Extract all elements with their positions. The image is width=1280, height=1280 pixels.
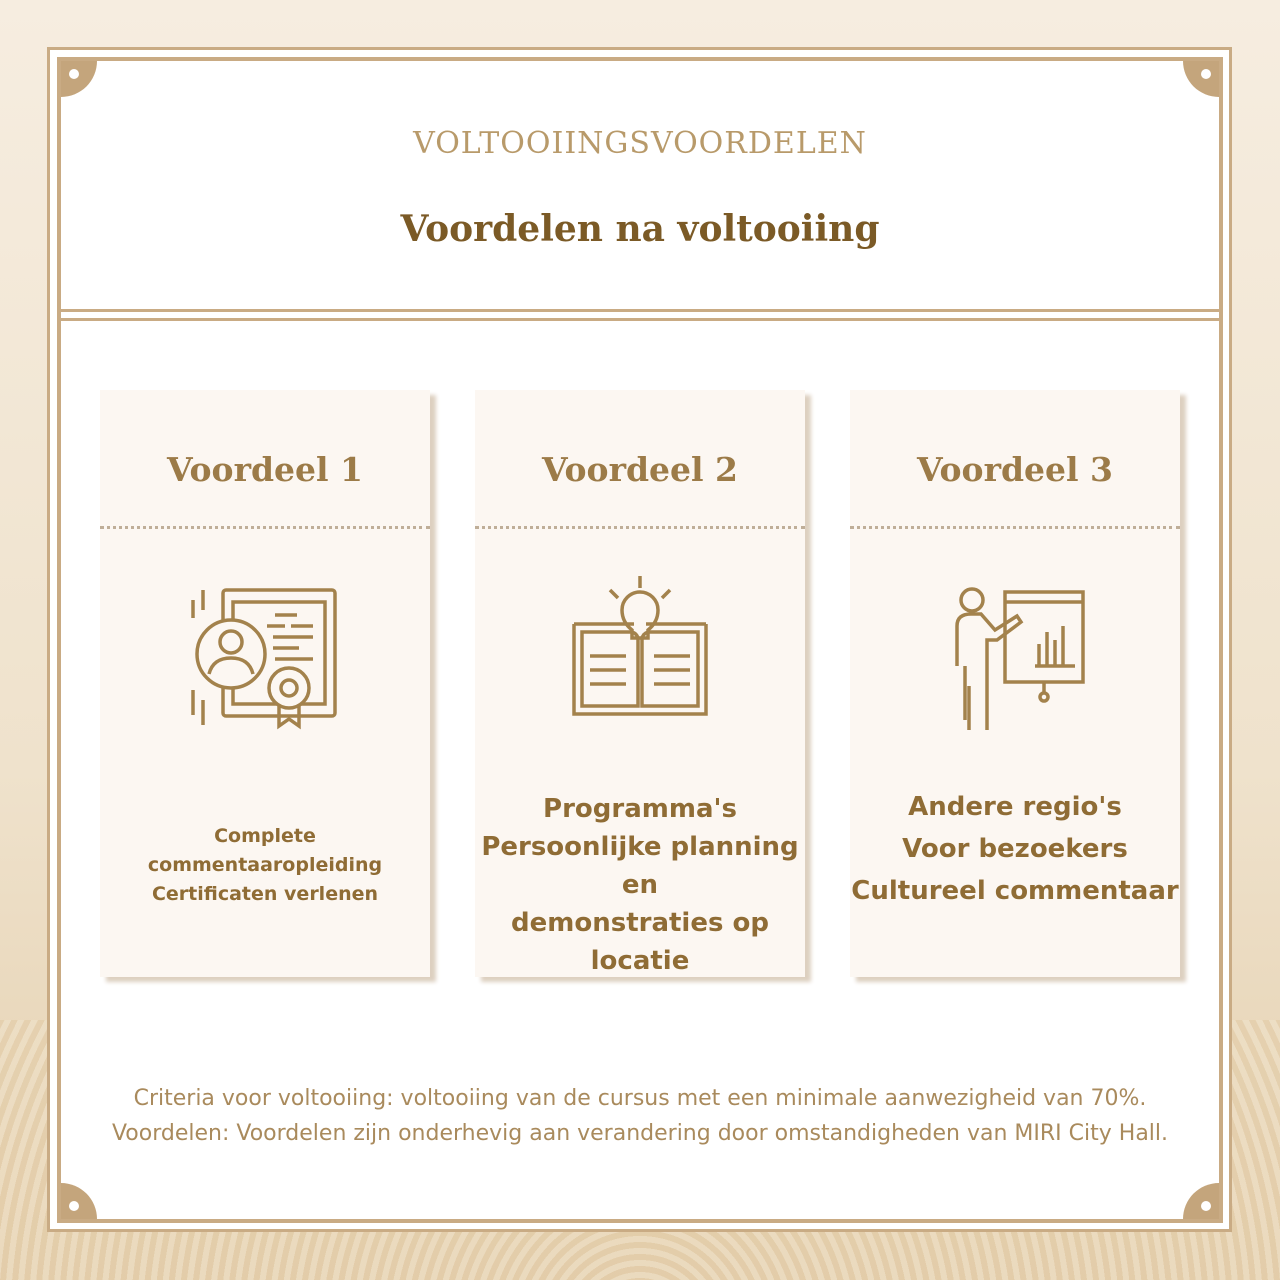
card-text-line: Persoonlijke planning en — [481, 832, 799, 900]
certificate-icon — [185, 570, 345, 730]
corner-ornament — [61, 61, 97, 97]
card-text-line: Certificaten verlenen — [151, 883, 379, 905]
footer-note: Voordelen: Voordelen zijn onderhevig aan verandering door omstandigheden van MIRI City Hall. — [111, 1121, 1169, 1146]
card-title: Voordeel 1 — [166, 450, 364, 489]
card-title: Voordeel 2 — [541, 450, 739, 489]
corner-ornament — [1183, 61, 1219, 97]
divider — [59, 318, 1221, 321]
benefit-card-2 — [475, 390, 805, 977]
corner-ornament — [1183, 1183, 1219, 1219]
card-text-line: Complete commentaaropleiding — [147, 825, 383, 876]
footer-criteria: Criteria voor voltooiing: voltooiing van de cursus met een minimale aanwezigheid van 70%. — [133, 1086, 1147, 1111]
benefit-card-3 — [850, 390, 1180, 977]
dotted-divider — [475, 526, 805, 529]
benefit-card-1 — [100, 390, 430, 977]
presentation-icon — [935, 570, 1095, 730]
card-text-line: Programma's — [543, 794, 737, 824]
card-text-line: Voor bezoekers — [902, 834, 1128, 864]
card-text-line: Andere regio's — [908, 792, 1122, 822]
card-title: Voordeel 3 — [916, 450, 1114, 489]
corner-ornament — [61, 1183, 97, 1219]
dotted-divider — [850, 526, 1180, 529]
card-text-line: Cultureel commentaar — [851, 876, 1179, 906]
dotted-divider — [100, 526, 430, 529]
section-kicker: VOLTOOIINGSVOORDELEN — [413, 126, 867, 161]
page-title: Voordelen na voltooiing — [400, 208, 880, 250]
divider — [59, 309, 1221, 312]
book-lightbulb-icon — [560, 570, 720, 730]
card-text-line: demonstraties op locatie — [511, 908, 769, 976]
